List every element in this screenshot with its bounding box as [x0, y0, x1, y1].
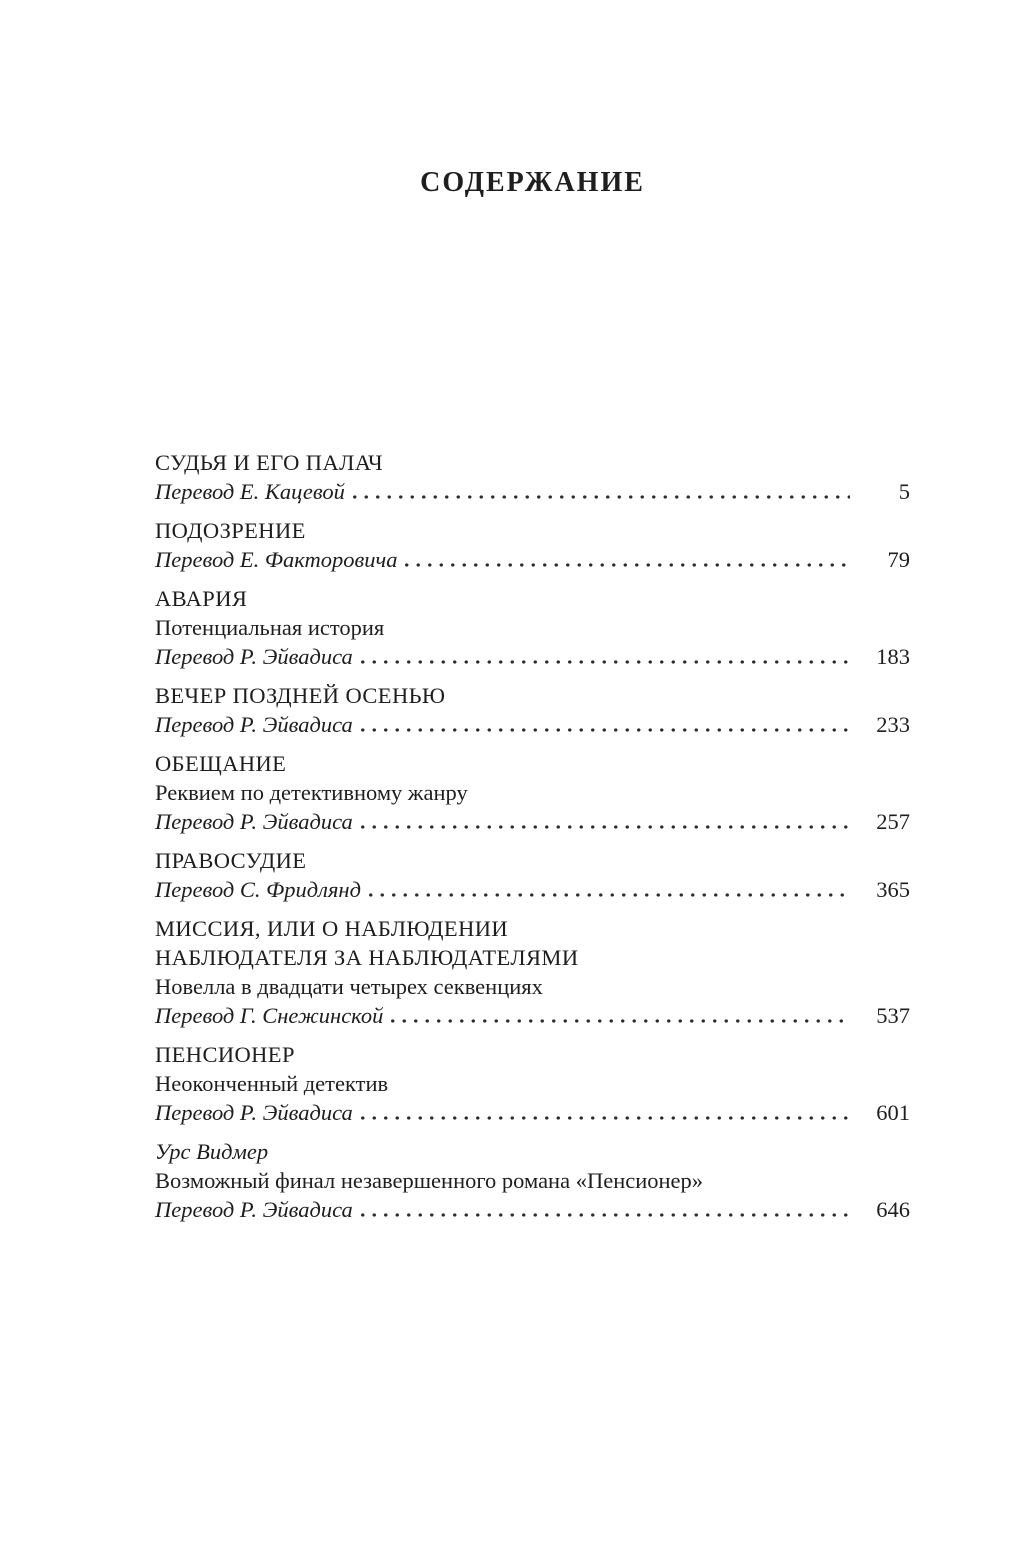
toc-entry-page-number: 601 — [876, 1100, 910, 1125]
dot-leader — [357, 825, 850, 829]
toc-entry-translator-row — [155, 1195, 910, 1224]
toc-entry-title-line: ПРАВОСУДИЕ — [155, 848, 307, 873]
toc-entry-title-line: Потенциальная история — [155, 615, 385, 640]
dot-leader — [357, 728, 850, 732]
toc-entry-title-line: Неоконченный детектив — [155, 1071, 389, 1096]
dot-leader — [357, 1116, 850, 1120]
toc-entry — [155, 1137, 910, 1224]
dot-leader — [387, 1019, 850, 1023]
toc-entry-translator-row — [155, 875, 910, 904]
toc-entry-translator: Перевод Р. Эйвадиса — [155, 644, 353, 669]
toc-entry-title-line: Новелла в двадцати четырех секвенциях — [155, 974, 543, 999]
dot-leader — [349, 495, 850, 499]
toc-entry-translator: Перевод Г. Снежинской — [155, 1003, 384, 1028]
toc-entry-translator: Перевод Е. Факторовича — [155, 547, 398, 572]
toc-entry-title-line: ПЕНСИОНЕР — [155, 1042, 295, 1067]
toc-entry-page-number: 646 — [876, 1197, 910, 1222]
toc-entry-page-number: 537 — [876, 1003, 910, 1028]
toc-entry-translator-row — [155, 642, 910, 671]
toc-entry-translator-row — [155, 1098, 910, 1127]
toc-entry-title-line: НАБЛЮДАТЕЛЯ ЗА НАБЛЮДАТЕЛЯМИ — [155, 945, 579, 970]
toc-entry-title-line: Урс Видмер — [155, 1139, 269, 1164]
toc-entry-translator-row — [155, 710, 910, 739]
page-title: СОДЕРЖАНИЕ — [420, 167, 645, 198]
toc-entry — [155, 584, 910, 671]
toc-entry-title-line: ПОДОЗРЕНИЕ — [155, 518, 306, 543]
dot-leader — [401, 563, 850, 567]
toc-list — [155, 448, 910, 1234]
toc-entry-page-number: 5 — [898, 479, 910, 504]
toc-entry — [155, 749, 910, 836]
toc-entry-translator: Перевод Р. Эйвадиса — [155, 809, 353, 834]
toc-entry-translator-row — [155, 1001, 910, 1030]
toc-entry — [155, 681, 910, 739]
toc-entry-translator: Перевод Р. Эйвадиса — [155, 712, 353, 737]
toc-entry — [155, 914, 910, 1030]
toc-entry-page-number: 79 — [887, 547, 910, 572]
toc-entry — [155, 846, 910, 904]
toc-entry-page-number: 365 — [876, 877, 910, 902]
toc-entry-title-line: СУДЬЯ И ЕГО ПАЛАЧ — [155, 450, 384, 475]
toc-entry-translator-row — [155, 477, 910, 506]
toc-entry — [155, 1040, 910, 1127]
toc-entry-title-line: МИССИЯ, ИЛИ О НАБЛЮДЕНИИ — [155, 916, 509, 941]
toc-entry-translator: Перевод Е. Кацевой — [155, 479, 345, 504]
toc-entry-title-line: АВАРИЯ — [155, 586, 248, 611]
toc-entry-translator: Перевод С. Фридлянд — [155, 877, 361, 902]
toc-entry-page-number: 257 — [876, 809, 910, 834]
toc-entry-title-line: ОБЕЩАНИЕ — [155, 751, 287, 776]
dot-leader — [357, 1213, 850, 1217]
toc-entry-translator-row — [155, 807, 910, 836]
dot-leader — [365, 893, 850, 897]
toc-entry-title-line: Реквием по детективному жанру — [155, 780, 468, 805]
toc-entry-translator: Перевод Р. Эйвадиса — [155, 1100, 353, 1125]
toc-entry-title-line: Возможный финал незавершенного романа «Пенсионер» — [155, 1168, 704, 1193]
toc-entry — [155, 448, 910, 506]
toc-entry-title-line: ВЕЧЕР ПОЗДНЕЙ ОСЕНЬЮ — [155, 683, 446, 708]
toc-entry — [155, 516, 910, 574]
toc-entry-translator-row — [155, 545, 910, 574]
toc-entry-page-number: 233 — [876, 712, 910, 737]
dot-leader — [357, 660, 850, 664]
toc-entry-page-number: 183 — [876, 644, 910, 669]
toc-entry-translator: Перевод Р. Эйвадиса — [155, 1197, 353, 1222]
